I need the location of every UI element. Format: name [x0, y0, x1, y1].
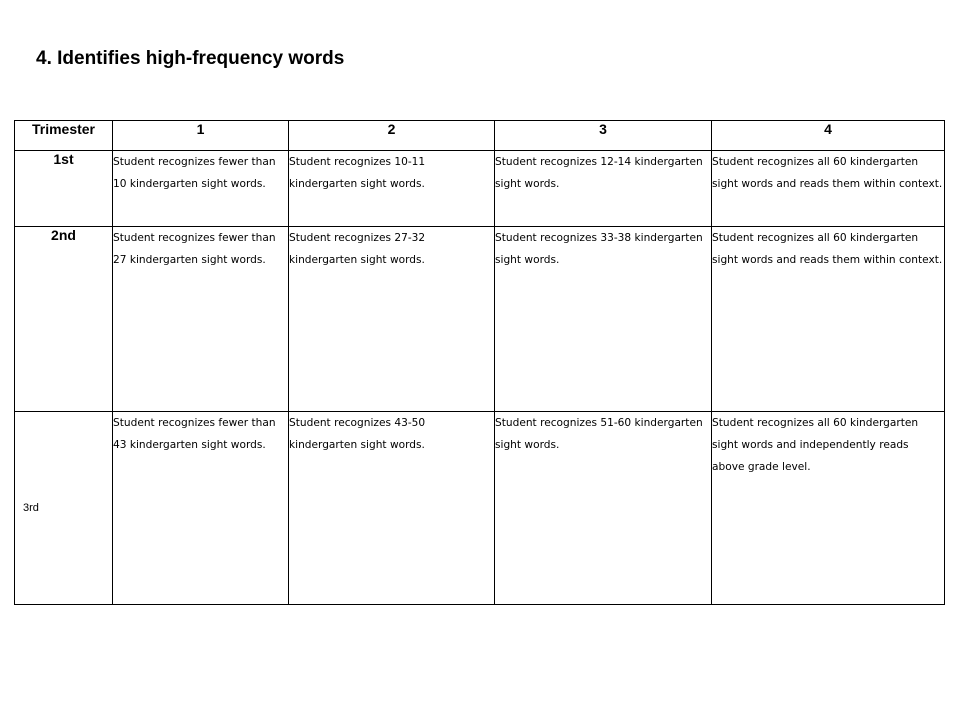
cell-text: Student recognizes 33-38 kindergarten sight words.	[495, 232, 703, 266]
rubric-cell	[712, 412, 945, 605]
cell-text: Student recognizes all 60 kindergarten sight words and independently reads above grade level.	[712, 417, 919, 473]
cell-text: Student recognizes 27-32 kindergarten sight words.	[289, 232, 426, 266]
header-level-3: 3	[495, 121, 712, 151]
page-title: 4. Identifies high-frequency words	[36, 48, 345, 69]
rubric-cell	[113, 412, 289, 605]
cell-text: Student recognizes fewer than 43 kindergarten sight words.	[113, 417, 276, 451]
rubric-cell	[113, 151, 289, 227]
rubric-cell	[289, 151, 495, 227]
cell-text: Student recognizes all 60 kindergarten sight words and reads them within context.	[712, 156, 943, 190]
rubric-cell	[113, 227, 289, 412]
cell-text: Student recognizes 10-11 kindergarten sight words.	[289, 156, 426, 190]
header-level-2: 2	[289, 121, 495, 151]
trimester-label: 2nd	[15, 227, 113, 412]
cell-text: Student recognizes 12-14 kindergarten sight words.	[495, 156, 703, 190]
cell-text: Student recognizes fewer than 27 kindergarten sight words.	[113, 232, 276, 266]
header-level-4: 4	[712, 121, 945, 151]
rubric-cell	[712, 151, 945, 227]
rubric-cell	[495, 412, 712, 605]
trimester-label: 1st	[15, 151, 113, 227]
cell-text: Student recognizes 51-60 kindergarten sight words.	[495, 417, 703, 451]
header-level-1: 1	[113, 121, 289, 151]
table-row	[15, 412, 945, 605]
table-row	[15, 227, 945, 412]
cell-text: Student recognizes fewer than 10 kindergarten sight words.	[113, 156, 276, 190]
rubric-cell	[495, 227, 712, 412]
cell-text: Student recognizes 43-50 kindergarten sight words.	[289, 417, 426, 451]
header-trimester: Trimester	[15, 121, 113, 151]
rubric-cell	[289, 412, 495, 605]
rubric-cell	[712, 227, 945, 412]
rubric-cell	[289, 227, 495, 412]
rubric-table	[14, 120, 945, 605]
trimester-label: 3rd	[15, 412, 113, 605]
header-row	[15, 121, 945, 151]
cell-text: Student recognizes all 60 kindergarten sight words and reads them within context.	[712, 232, 943, 266]
table-row	[15, 151, 945, 227]
rubric-cell	[495, 151, 712, 227]
